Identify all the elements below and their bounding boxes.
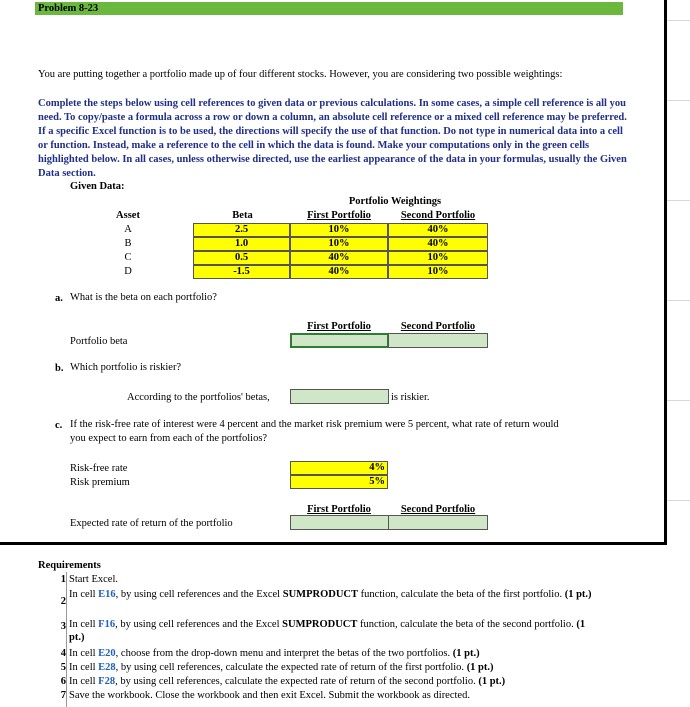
- asset-cell: C: [124, 252, 132, 263]
- requirement-text: In cell F16, by using cell references and the Excel SUMPRODUCT function, calculate the beta of the second portfolio. (1 pt.): [69, 619, 586, 643]
- requirement-item: [38, 689, 638, 702]
- requirement-text: In cell E28, by using cell references, calculate the expected rate of return of the first portfolio. (1 pt.): [69, 662, 494, 673]
- second-weight-cell[interactable]: 10%: [388, 251, 488, 265]
- portfolio-weightings-header: Portfolio Weightings: [348, 196, 442, 207]
- requirement-number: 4: [60, 648, 66, 659]
- requirement-text: In cell E20, choose from the drop-down menu and interpret the betas of the two portfolios. (1 pt.): [69, 648, 480, 659]
- beta-cell[interactable]: 2.5: [193, 223, 290, 237]
- asset-cell: D: [124, 266, 132, 277]
- asset-cell: B: [124, 238, 132, 249]
- risk-premium-label: Risk premium: [70, 477, 130, 488]
- beta-cell[interactable]: 0.5: [193, 251, 290, 265]
- portfolio-beta-label: Portfolio beta: [70, 336, 128, 347]
- requirement-number: 3: [60, 621, 66, 632]
- requirement-item: [38, 588, 638, 615]
- requirement-item: [38, 675, 638, 688]
- cell-reference: F16: [98, 619, 116, 630]
- gridline: [667, 300, 690, 301]
- asset-cell: A: [124, 224, 132, 235]
- part-c-question-line2: you expect to earn from each of the portfolios?: [70, 433, 268, 444]
- sheet-border-right: [664, 0, 667, 545]
- risk-free-rate-label: Risk-free rate: [70, 463, 128, 474]
- sheet-border-bottom: [0, 542, 667, 545]
- first-weight-cell[interactable]: 40%: [290, 251, 388, 265]
- intro-text: You are putting together a portfolio made up of four different stocks. However, you are considering two possible weightings:: [38, 69, 563, 80]
- second-portfolio-beta-input[interactable]: [388, 333, 488, 348]
- beta-cell[interactable]: -1.5: [193, 265, 290, 279]
- gridline: [667, 20, 690, 21]
- requirement-text: Save the workbook. Close the workbook and then exit Excel. Submit the workbook as directed.: [69, 690, 470, 701]
- gridline: [667, 100, 690, 101]
- risk-premium-cell[interactable]: 5%: [290, 475, 388, 489]
- first-weight-cell[interactable]: 40%: [290, 265, 388, 279]
- requirement-number: 5: [60, 662, 66, 673]
- cell-reference: E16: [98, 589, 116, 600]
- part-c-question-line1: If the risk-free rate of interest were 4 percent and the market risk premium were 5 percent, what rate of return would: [70, 419, 559, 430]
- part-a-col-first: First Portfolio: [307, 321, 371, 332]
- gridline: [667, 500, 690, 501]
- requirement-text: Start Excel.: [69, 574, 118, 585]
- gridline: [667, 400, 690, 401]
- part-b-question: Which portfolio is riskier?: [70, 362, 182, 373]
- gridline: [667, 200, 690, 201]
- requirement-item: [38, 573, 638, 586]
- requirement-number: 1: [60, 574, 66, 585]
- part-a-col-second: Second Portfolio: [400, 321, 476, 332]
- col-header-second: Second Portfolio: [400, 210, 476, 221]
- col-header-first: First Portfolio: [307, 210, 371, 221]
- part-b-letter: b.: [55, 363, 64, 374]
- second-portfolio-return-input[interactable]: [388, 515, 488, 530]
- risk-free-rate-cell[interactable]: 4%: [290, 461, 388, 475]
- cell-reference: F28: [98, 676, 116, 687]
- riskier-suffix: is riskier.: [391, 392, 430, 403]
- second-weight-cell[interactable]: 40%: [388, 223, 488, 237]
- requirement-number: 6: [60, 676, 66, 687]
- instructions-text: Complete the steps below using cell references to given data or previous calculations. In some cases, a simple cell reference is all you need. To copy/paste a formula across a row or down a column, an absolute cell reference or a mixed cell reference may be preferred. If a specific Excel function is to be used, the directions will specify the use of that function. Do not type in numerical data into a cell or function. Instead, make a reference to the cell in which the data is found. Make your computations only in the green cells highlighted below. In all cases, unless otherwise directed, use the earliest appearance of the data in your formulas, usually the Given Data section.: [38, 98, 627, 179]
- first-weight-cell[interactable]: 10%: [290, 223, 388, 237]
- beta-cell[interactable]: 1.0: [193, 237, 290, 251]
- requirement-item: [38, 618, 638, 645]
- requirement-item: [38, 647, 638, 660]
- part-c-letter: c.: [55, 420, 63, 431]
- expected-return-label: Expected rate of return of the portfolio: [70, 518, 233, 529]
- cell-reference: E28: [98, 662, 116, 673]
- cell-reference: E20: [98, 648, 116, 659]
- first-weight-cell[interactable]: 10%: [290, 237, 388, 251]
- part-c-col-second: Second Portfolio: [400, 504, 476, 515]
- given-data-label: Given Data:: [70, 181, 125, 192]
- first-portfolio-return-input[interactable]: [290, 515, 389, 530]
- requirement-number: 2: [60, 596, 66, 607]
- requirements-header: Requirements: [38, 560, 101, 571]
- problem-title: Problem 8-23: [35, 2, 623, 15]
- part-a-letter: a.: [55, 293, 63, 304]
- col-header-beta: Beta: [232, 210, 253, 221]
- first-portfolio-beta-input[interactable]: [290, 333, 389, 348]
- second-weight-cell[interactable]: 40%: [388, 237, 488, 251]
- requirement-text: In cell F28, by using cell references, calculate the expected rate of return of the second portfolio. (1 pt.): [69, 676, 506, 687]
- requirement-item: [38, 661, 638, 674]
- requirement-text: In cell E16, by using cell references and the Excel SUMPRODUCT function, calculate the beta of the first portfolio. (1 pt.): [69, 589, 592, 600]
- second-weight-cell[interactable]: 10%: [388, 265, 488, 279]
- riskier-prefix: According to the portfolios' betas,: [127, 392, 270, 403]
- requirement-number: 7: [60, 690, 66, 701]
- col-header-asset: Asset: [116, 210, 140, 221]
- riskier-portfolio-dropdown[interactable]: [290, 389, 389, 404]
- part-c-col-first: First Portfolio: [307, 504, 371, 515]
- part-a-question: What is the beta on each portfolio?: [70, 292, 217, 303]
